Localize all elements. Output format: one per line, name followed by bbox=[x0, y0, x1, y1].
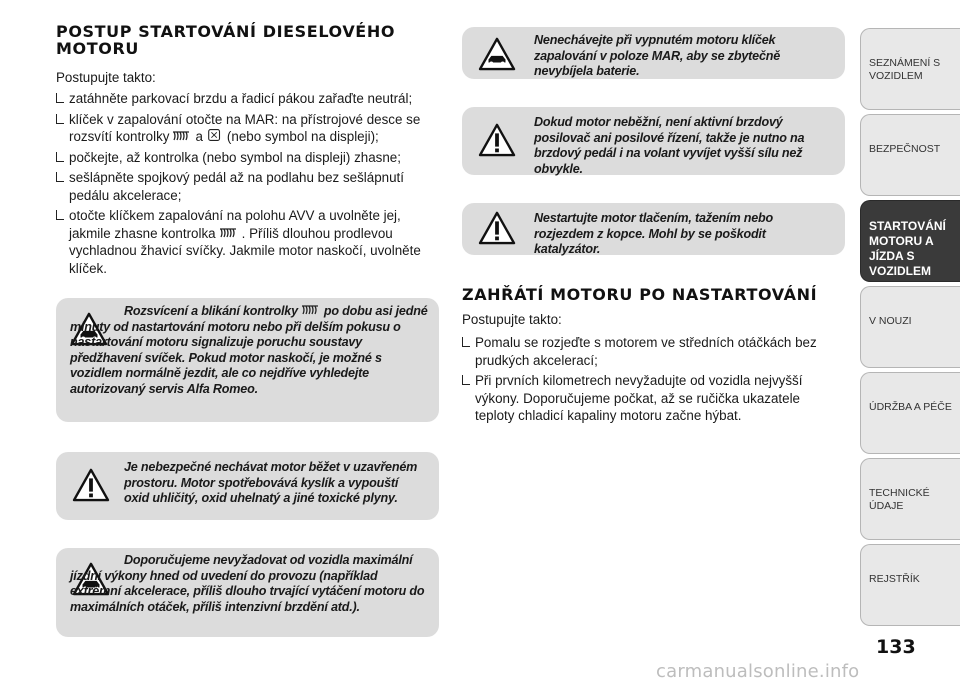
tab-label: STARTOVÁNÍ MOTORU A JÍZDA S VOZIDLEM bbox=[869, 219, 946, 278]
step-1-text: zatáhněte parkovací brzdu a řadicí pákou zařaďte neutrál; bbox=[69, 91, 413, 106]
tab-udrzba[interactable] bbox=[860, 372, 960, 454]
warmup-step-1: Pomalu se rozjeďte s motorem ve středních otáčkách bez prudkých akcelerací; bbox=[475, 335, 817, 368]
step-2-conj: a bbox=[195, 129, 203, 144]
tab-startovani[interactable] bbox=[860, 200, 960, 282]
page-number: 133 bbox=[876, 636, 916, 658]
step-5-after: . Příliš dlouhou prodlevou vychladnou žhavicí svíčky. Jakmile motor naskočí, uvolněte klíček. bbox=[69, 225, 421, 276]
step-2-after: (nebo symbol na displeji); bbox=[226, 129, 379, 144]
note-key-position bbox=[462, 27, 845, 79]
tab-label: ÚDRŽBA A PÉČE bbox=[869, 401, 952, 413]
heading-line-1: POSTUP STARTOVÁNÍ DIESELOVÉHO bbox=[56, 22, 396, 41]
tab-seznameni[interactable] bbox=[860, 28, 960, 110]
note-break-in bbox=[56, 548, 439, 637]
section-heading-diesel-start bbox=[56, 23, 395, 57]
code-lamp-icon bbox=[206, 128, 224, 142]
warmup-step-2: Při prvních kilometrech nevyžadujte od vozidla nejvyšší výkony. Doporučujeme počkat, až se ručička ukazatele teploty chladicí kapaliny motoru začne hýbat. bbox=[475, 373, 803, 423]
list-item bbox=[56, 111, 436, 146]
step-2-text: klíček v zapalování otočte na MAR: na přístrojové desce se rozsvítí kontrolky bbox=[69, 111, 421, 144]
bullet-icon bbox=[462, 337, 470, 347]
start-steps-list bbox=[56, 90, 436, 280]
intro-text-right: Postupujte takto: bbox=[462, 312, 562, 327]
warmup-steps-list bbox=[462, 334, 842, 428]
glow-plug-lamp-icon bbox=[172, 131, 192, 142]
note-1-before: Rozsvícení a blikání kontrolky bbox=[124, 304, 298, 318]
step-4-text: sešlápněte spojkový pedál až na podlahu bez sešlápnutí pedálu akcelerace; bbox=[69, 170, 405, 203]
glow-plug-lamp-icon bbox=[301, 305, 321, 316]
tab-label: SEZNÁMENÍ S VOZIDLEM bbox=[869, 57, 941, 82]
tab-label: TECHNICKÉ ÚDAJE bbox=[869, 487, 930, 512]
bullet-icon bbox=[56, 93, 64, 103]
tab-label: BEZPEČNOST bbox=[869, 143, 941, 155]
note-glow-plug-fault bbox=[56, 298, 439, 422]
note-text: Nestartujte motor tlačením, tažením nebo rozjezdem z kopce. Mohl by se poškodit katalyzátor. bbox=[534, 211, 774, 256]
bullet-icon bbox=[56, 172, 64, 182]
note-text: Nenechávejte při vypnutém motoru klíček zapalování v poloze MAR, aby se zbytečně nevybíjela baterie. bbox=[534, 33, 781, 78]
exclamation-warning-icon bbox=[478, 123, 516, 157]
intro-text-left: Postupujte takto: bbox=[56, 70, 156, 85]
note-brake-booster bbox=[462, 107, 845, 175]
tab-rejstrik[interactable] bbox=[860, 544, 960, 626]
tab-bezpecnost[interactable] bbox=[860, 114, 960, 196]
heading-line-2: MOTORU bbox=[56, 39, 139, 58]
note-no-push-start bbox=[462, 203, 845, 255]
section-heading-warmup: ZAHŘÁTÍ MOTORU PO NASTARTOVÁNÍ bbox=[462, 285, 818, 304]
bullet-icon bbox=[56, 114, 64, 124]
car-warning-icon bbox=[478, 37, 516, 71]
note-text bbox=[70, 304, 430, 397]
step-3-text: počkejte, až kontrolka (nebo symbol na displeji) zhasne; bbox=[69, 149, 401, 165]
note-1-after: po dobu asi jedné minuty od nastartování motoru nebo při delším pokusu o nastartování motoru signalizuje poruchu soustavy předžhavení svíček. Pokud motor naskočí, je možné s vozidlem normálně jezdit, ale co nejdříve vyhledejte autorizovaný servis Alfa Romeo. bbox=[70, 304, 428, 396]
list-item bbox=[56, 90, 436, 108]
glow-plug-lamp-icon bbox=[219, 228, 239, 239]
note-text: Dokud motor neběžní, není aktivní brzdový posilovač ani posilové řízení, takže je nutno na brzdový pedál i na volant vyvíjet vyšší sílu než obvykle. bbox=[534, 115, 805, 176]
list-item bbox=[56, 169, 436, 204]
tab-label: REJSTŘÍK bbox=[869, 573, 920, 585]
exclamation-warning-icon bbox=[478, 211, 516, 245]
note-closed-space bbox=[56, 452, 439, 520]
list-item bbox=[462, 334, 842, 369]
bullet-icon bbox=[56, 152, 64, 162]
exclamation-warning-icon bbox=[72, 468, 110, 502]
bullet-icon bbox=[462, 375, 470, 385]
tab-label: V NOUZI bbox=[869, 315, 912, 327]
bullet-icon bbox=[56, 210, 64, 220]
watermark: carmanualsonline.info bbox=[656, 661, 860, 682]
note-text: Je nebezpečné nechávat motor běžet v uzavřeném prostoru. Motor spotřebovává kyslík a vypouští oxid uhličitý, oxid uhelnatý a jiné toxické plyny. bbox=[124, 460, 418, 505]
tab-v-nouzi[interactable] bbox=[860, 286, 960, 368]
list-item bbox=[56, 149, 436, 167]
tab-technicke-udaje[interactable] bbox=[860, 458, 960, 540]
list-item bbox=[462, 372, 842, 425]
step-5-text: otočte klíčkem zapalování na polohu AVV a uvolněte jej, jakmile zhasne kontrolka bbox=[69, 208, 401, 241]
list-item bbox=[56, 207, 436, 277]
note-text: Doporučujeme nevyžadovat od vozidla maximální jízdní výkony hned od uvedení do provozu (například extrémní akcelerace, příliš dlouho trvající vytáčení motoru do maximálních otáček, příliš intenzivní brzdění atd.). bbox=[70, 553, 425, 614]
